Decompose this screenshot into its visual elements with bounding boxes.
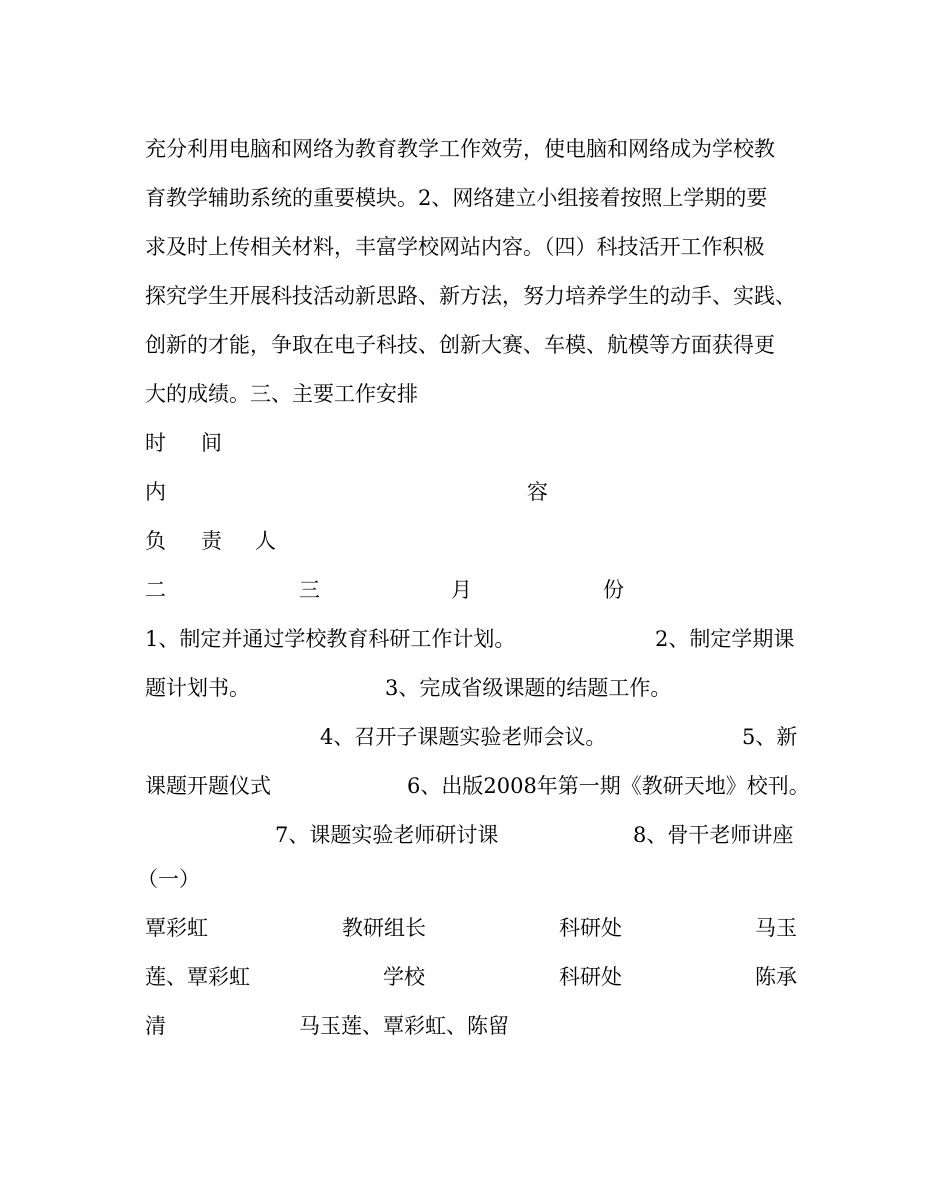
item-2-part-a: 2、制定学期课 — [655, 627, 795, 651]
person-role: 学校 — [383, 965, 425, 989]
month-char: 月 — [451, 578, 472, 602]
item-7: 7、课题实验老师研讨课 — [275, 823, 499, 847]
item-1: 1、制定并通过学校教育科研工作计划。 — [145, 627, 516, 651]
paragraph-line: 创新的才能，争取在电子科技、创新大赛、车模、航模等方面获得更 — [145, 333, 775, 357]
item-2-part-b: 题计划书。 — [145, 676, 250, 700]
month-char: 三 — [299, 578, 320, 602]
header-responsible-char: 负 — [145, 529, 166, 553]
month-char: 二 — [145, 578, 166, 602]
item-3: 3、完成省级课题的结题工作。 — [385, 676, 672, 700]
item-8-part-a: 8、骨干老师讲座 — [633, 823, 794, 847]
person-role: 科研处 — [559, 965, 622, 989]
person-role: 科研处 — [559, 916, 622, 940]
header-content-char: 容 — [527, 480, 548, 504]
paragraph-line: 求及时上传相关材料，丰富学校网站内容。（四）科技活开工作积极 — [145, 235, 765, 259]
person-name: 陈承 — [755, 965, 797, 989]
header-content-char: 内 — [145, 480, 166, 504]
item-5-part-b: 课题开题仪式 — [145, 774, 271, 798]
item-8-part-b: （一） — [137, 867, 200, 891]
person-name: 马玉莲、覃彩虹、陈留 — [299, 1014, 509, 1038]
paragraph-line: 充分利用电脑和网络为教育教学工作效劳，使电脑和网络成为学校教 — [145, 137, 775, 161]
item-6: 6、出版2008年第一期《教研天地》校刊。 — [407, 774, 810, 798]
person-name: 清 — [145, 1014, 166, 1038]
item-4: 4、召开子课题实验老师会议。 — [320, 725, 607, 749]
person-name: 莲、覃彩虹 — [145, 965, 250, 989]
header-time-char: 时 — [145, 431, 166, 455]
month-char: 份 — [603, 578, 624, 602]
person-name: 覃彩虹 — [145, 916, 208, 940]
header-responsible-char: 人 — [255, 529, 276, 553]
paragraph-line: 育教学辅助系统的重要模块。2、网络建立小组接着按照上学期的要 — [145, 186, 768, 210]
item-5-part-a: 5、新 — [742, 725, 798, 749]
paragraph-line: 探究学生开展科技活动新思路、新方法，努力培养学生的动手、实践、 — [145, 284, 796, 308]
person-role: 教研组长 — [342, 916, 426, 940]
paragraph-line: 大的成绩。三、主要工作安排 — [145, 382, 418, 406]
header-time-char: 间 — [201, 431, 222, 455]
header-responsible-char: 责 — [201, 529, 222, 553]
person-name: 马玉 — [755, 916, 797, 940]
